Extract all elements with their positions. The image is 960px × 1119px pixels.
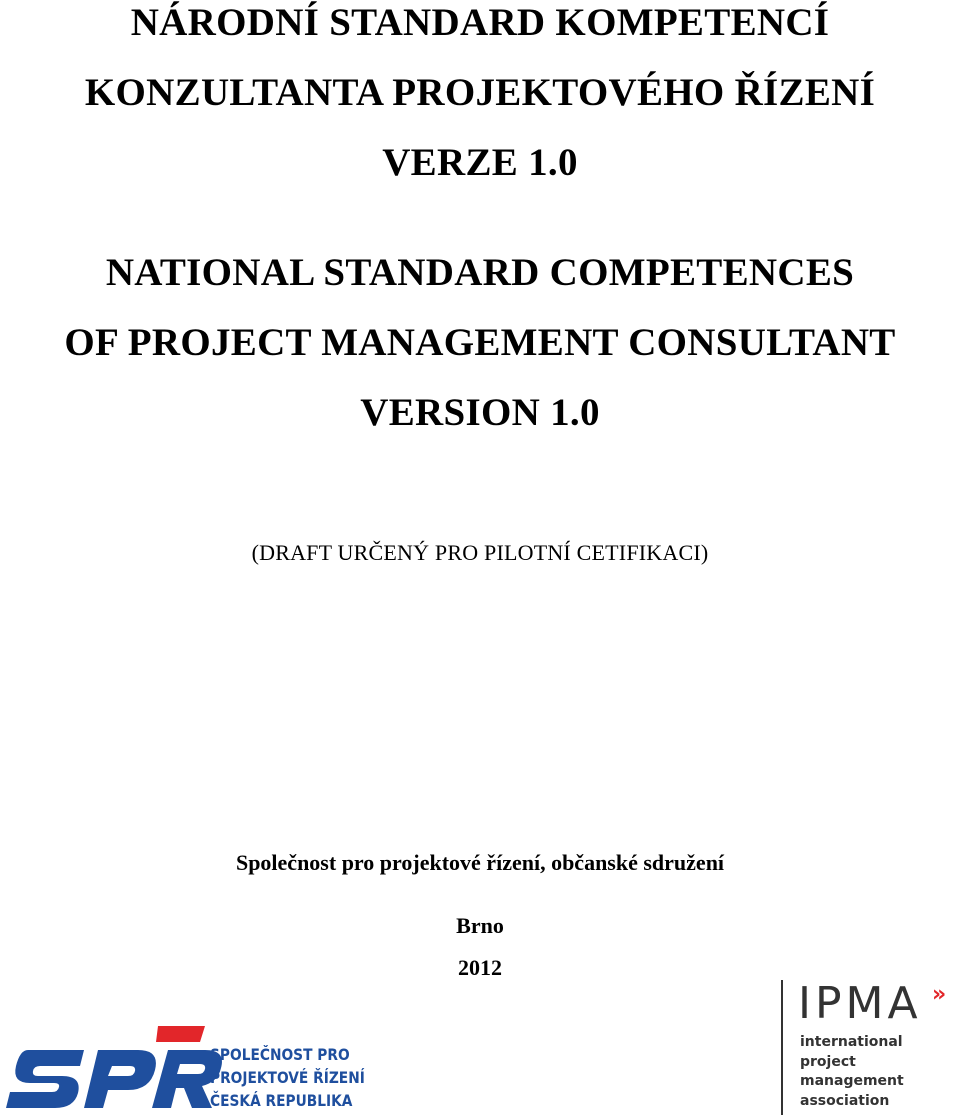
title-cz-line1: NÁRODNÍ STANDARD KOMPETENCÍ xyxy=(130,1,830,44)
spr-logo-hacek xyxy=(156,1026,205,1042)
ipma-sub-line1: international xyxy=(800,1034,903,1050)
publication-year: 2012 xyxy=(458,955,502,980)
spr-logo-p xyxy=(84,1050,156,1108)
ipma-logo-subtitle xyxy=(800,1033,904,1111)
title-en-line1: NATIONAL STANDARD COMPETENCES xyxy=(105,251,855,294)
spr-logo-s xyxy=(6,1050,84,1108)
spr-logo-text-line3: ČESKÁ REPUBLIKA xyxy=(210,1091,353,1110)
spr-logo-text xyxy=(210,1043,365,1112)
ipma-arrows-icon: » xyxy=(932,982,947,1007)
spr-logo-text-line2: PROJEKTOVÉ ŘÍZENÍ xyxy=(210,1068,365,1087)
ipma-sub-line2: project xyxy=(800,1053,856,1070)
publisher-name: Společnost pro projektové řízení, občanské sdružení xyxy=(235,850,725,875)
title-cz-version: VERZE 1.0 xyxy=(382,141,578,184)
publisher-city: Brno xyxy=(456,913,504,938)
title-en-line2: OF PROJECT MANAGEMENT CONSULTANT xyxy=(64,321,896,364)
ipma-divider xyxy=(781,980,783,1115)
ipma-wordmark: IPMA xyxy=(798,978,922,1029)
spr-logo-text-line1: SPOLEČNOST PRO xyxy=(210,1045,350,1064)
ipma-sub-line3: management xyxy=(800,1073,904,1089)
draft-note: (DRAFT URČENÝ PRO PILOTNÍ CETIFIKACI) xyxy=(251,540,709,565)
title-cz-line2: KONZULTANTA PROJEKTOVÉHO ŘÍZENÍ xyxy=(84,71,876,114)
title-en-version: VERSION 1.0 xyxy=(360,391,600,434)
ipma-sub-line4: association xyxy=(800,1092,890,1109)
